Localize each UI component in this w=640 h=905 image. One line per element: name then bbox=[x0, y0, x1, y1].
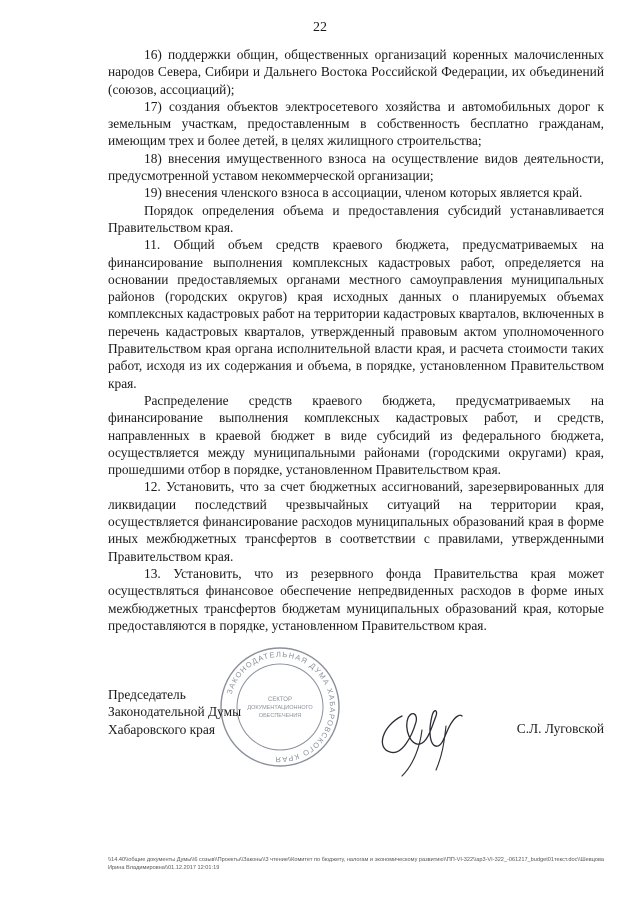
paragraph-distribution: Распределение средств краевого бюджета, предусматриваемых на финансирование выполнения комплексных кадастровых работ, и средств, направленных в краевой бюджет в виде субсидий из федерального бюджета, осуществляется между муниципальными районами (городскими округами) края, прошедшими отбор в порядке, установленном Правительством края. bbox=[108, 392, 604, 478]
paragraph-clause-11: 11. Общий объем средств краевого бюджета, предусматриваемых на финансирование выполнения комплексных кадастровых работ, определяется на основании предоставляемых органами местного самоуправления муниципальных районов (городских округов) края исходных данных о планируемых объемах комплексных кадастровых работ на территории кадастровых кварталов, включенных в перечень кадастровых кварталов, утвержденный правовым актом уполномоченного Правительством края органа исполнительной власти края, и расчета стоимости таких работ, исходя из их содержания и объема, в порядке, установленном Правительством края. bbox=[108, 237, 604, 391]
signatory-name: С.Л. Луговской bbox=[516, 721, 604, 736]
seal-inner-line2: ДОКУМЕНТАЦИОННОГО bbox=[247, 705, 313, 711]
signature-block bbox=[108, 686, 604, 776]
signatory-title bbox=[108, 686, 241, 738]
paragraph-clause-13: 13. Установить, что из резервного фонда Правительства края может осуществляться финансовое обеспечение непредвиденных расходов в форме иных межбюджетных трансфертов бюджетам муниципальных образований края, которые предоставляются в порядке, установленном Правительством края. bbox=[108, 565, 604, 633]
signatory-title-line3: Хабаровского края bbox=[108, 721, 215, 737]
page-number: 22 bbox=[313, 20, 327, 35]
seal-inner-line1: СЕКТОР bbox=[268, 697, 292, 703]
seal-inner-line3: ОБЕСПЕЧЕНИЯ bbox=[258, 713, 302, 719]
paragraph-item-18: 18) внесения имущественного взноса на осуществление видов деятельности, предусмотренной уставом некоммерческой организации; bbox=[108, 150, 604, 184]
signatory-title-line2: Законодательной Думы bbox=[108, 704, 242, 720]
handwritten-signature bbox=[372, 686, 472, 782]
paragraph-item-19: 19) внесения членского взноса в ассоциации, членом которых является край. bbox=[144, 185, 583, 201]
paragraph-item-17: 17) создания объектов электросетевого хозяйства и автомобильных дорог к земельным участкам, предоставленным в собственность бесплатно гражданам, имеющим трех и более детей, в целях жилищного строительства; bbox=[108, 98, 604, 149]
paragraph-clause-12: 12. Установить, что за счет бюджетных ассигнований, зарезервированных для ликвидации последствий чрезвычайных ситуаций на территории края, осуществляется финансирование расходов муниципальных образований края в форме иных межбюджетных трансфертов в соответствии с правилами, утвержденными Правительством края. bbox=[108, 479, 604, 564]
document-body bbox=[108, 46, 604, 634]
document-footer-path: \\14.40\\общие документы Думы\\6 созыв\\Проекты\\Законы\\3 чтение\\Комитет по бюджету, налогам и экономическому развитию\\ПП-VI-322\\ар3-VI-322_-061217_budget01текст.doc\\Шевцова Ирина Владимировна\\01.12.2017 12:01:19 bbox=[108, 857, 605, 871]
seal-outer-text: ЗАКОНОДАТЕЛЬНАЯ ДУМА ХАБАРОВСКОГО КРАЯ bbox=[224, 649, 338, 765]
signatory-title-line1: Председатель bbox=[108, 687, 186, 702]
paragraph-item-16: 16) поддержки общин, общественных организаций коренных малочисленных народов Севера, Сибири и Дальнего Востока Российской Федерации, их объединений (союзов, ассоциаций); bbox=[108, 47, 604, 97]
paragraph-subsidy-procedure: Порядок определения объема и предоставления субсидий устанавливается Правительством края. bbox=[108, 202, 604, 235]
